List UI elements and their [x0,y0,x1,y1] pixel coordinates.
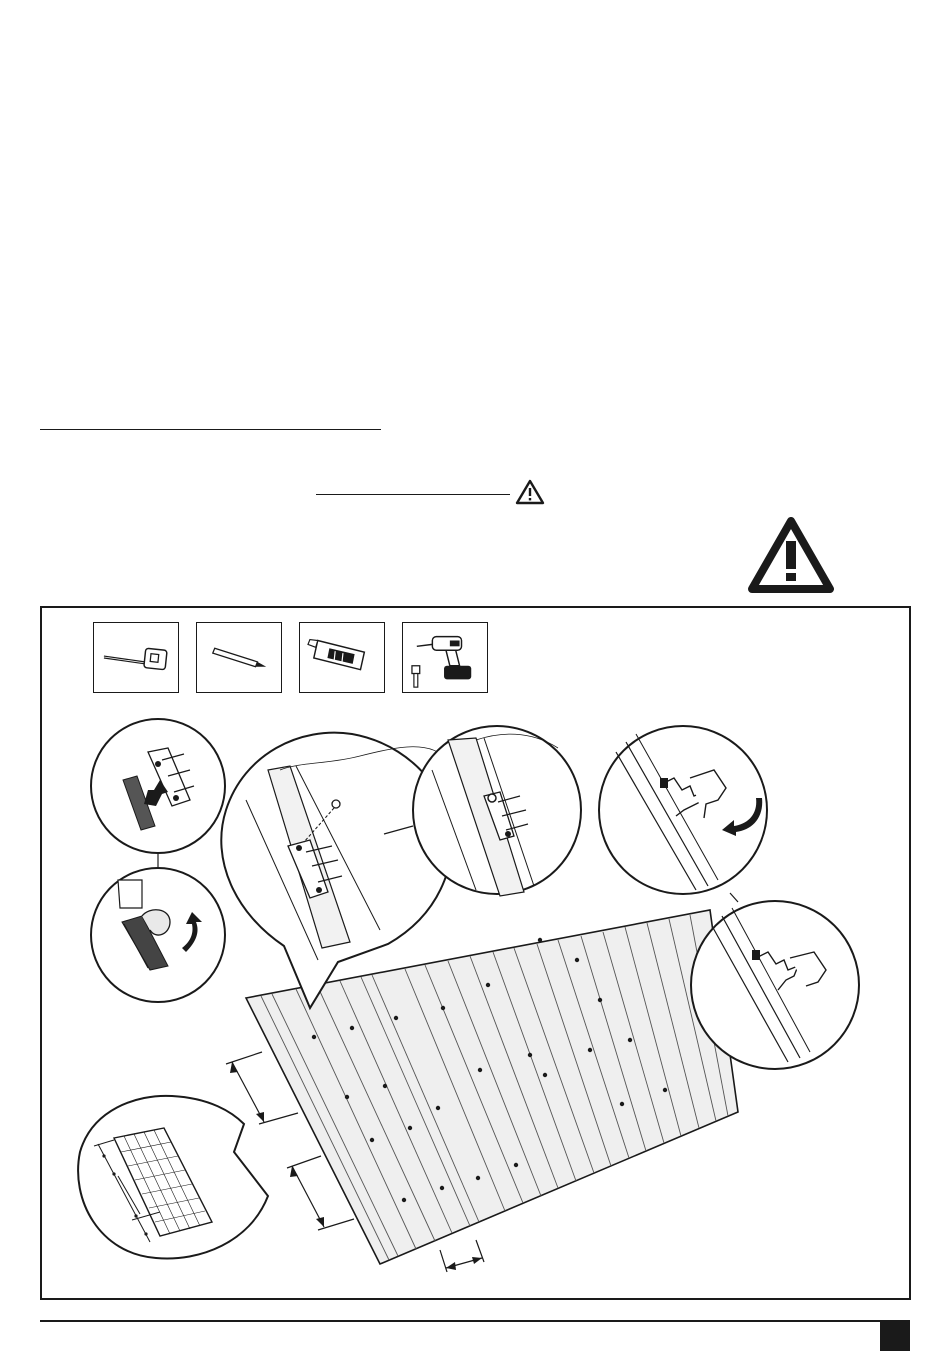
page-number-badge [880,1322,910,1351]
inline-heading-rule [316,494,510,495]
warning-triangle-icon [748,517,834,593]
detail-rail-clip-fixed [691,901,859,1069]
warning-triangle-icon [515,479,545,505]
detail-bracket-closeup [413,726,581,896]
detail-rail-clip-rotate [599,726,767,894]
section-heading-rule [40,429,381,430]
detail-bracket-tape [91,719,225,853]
detail-tape-peel [91,868,225,1002]
detail-module-layout [78,1096,268,1259]
roof-panel-diagram [40,606,911,1300]
footer-rule [40,1320,910,1322]
